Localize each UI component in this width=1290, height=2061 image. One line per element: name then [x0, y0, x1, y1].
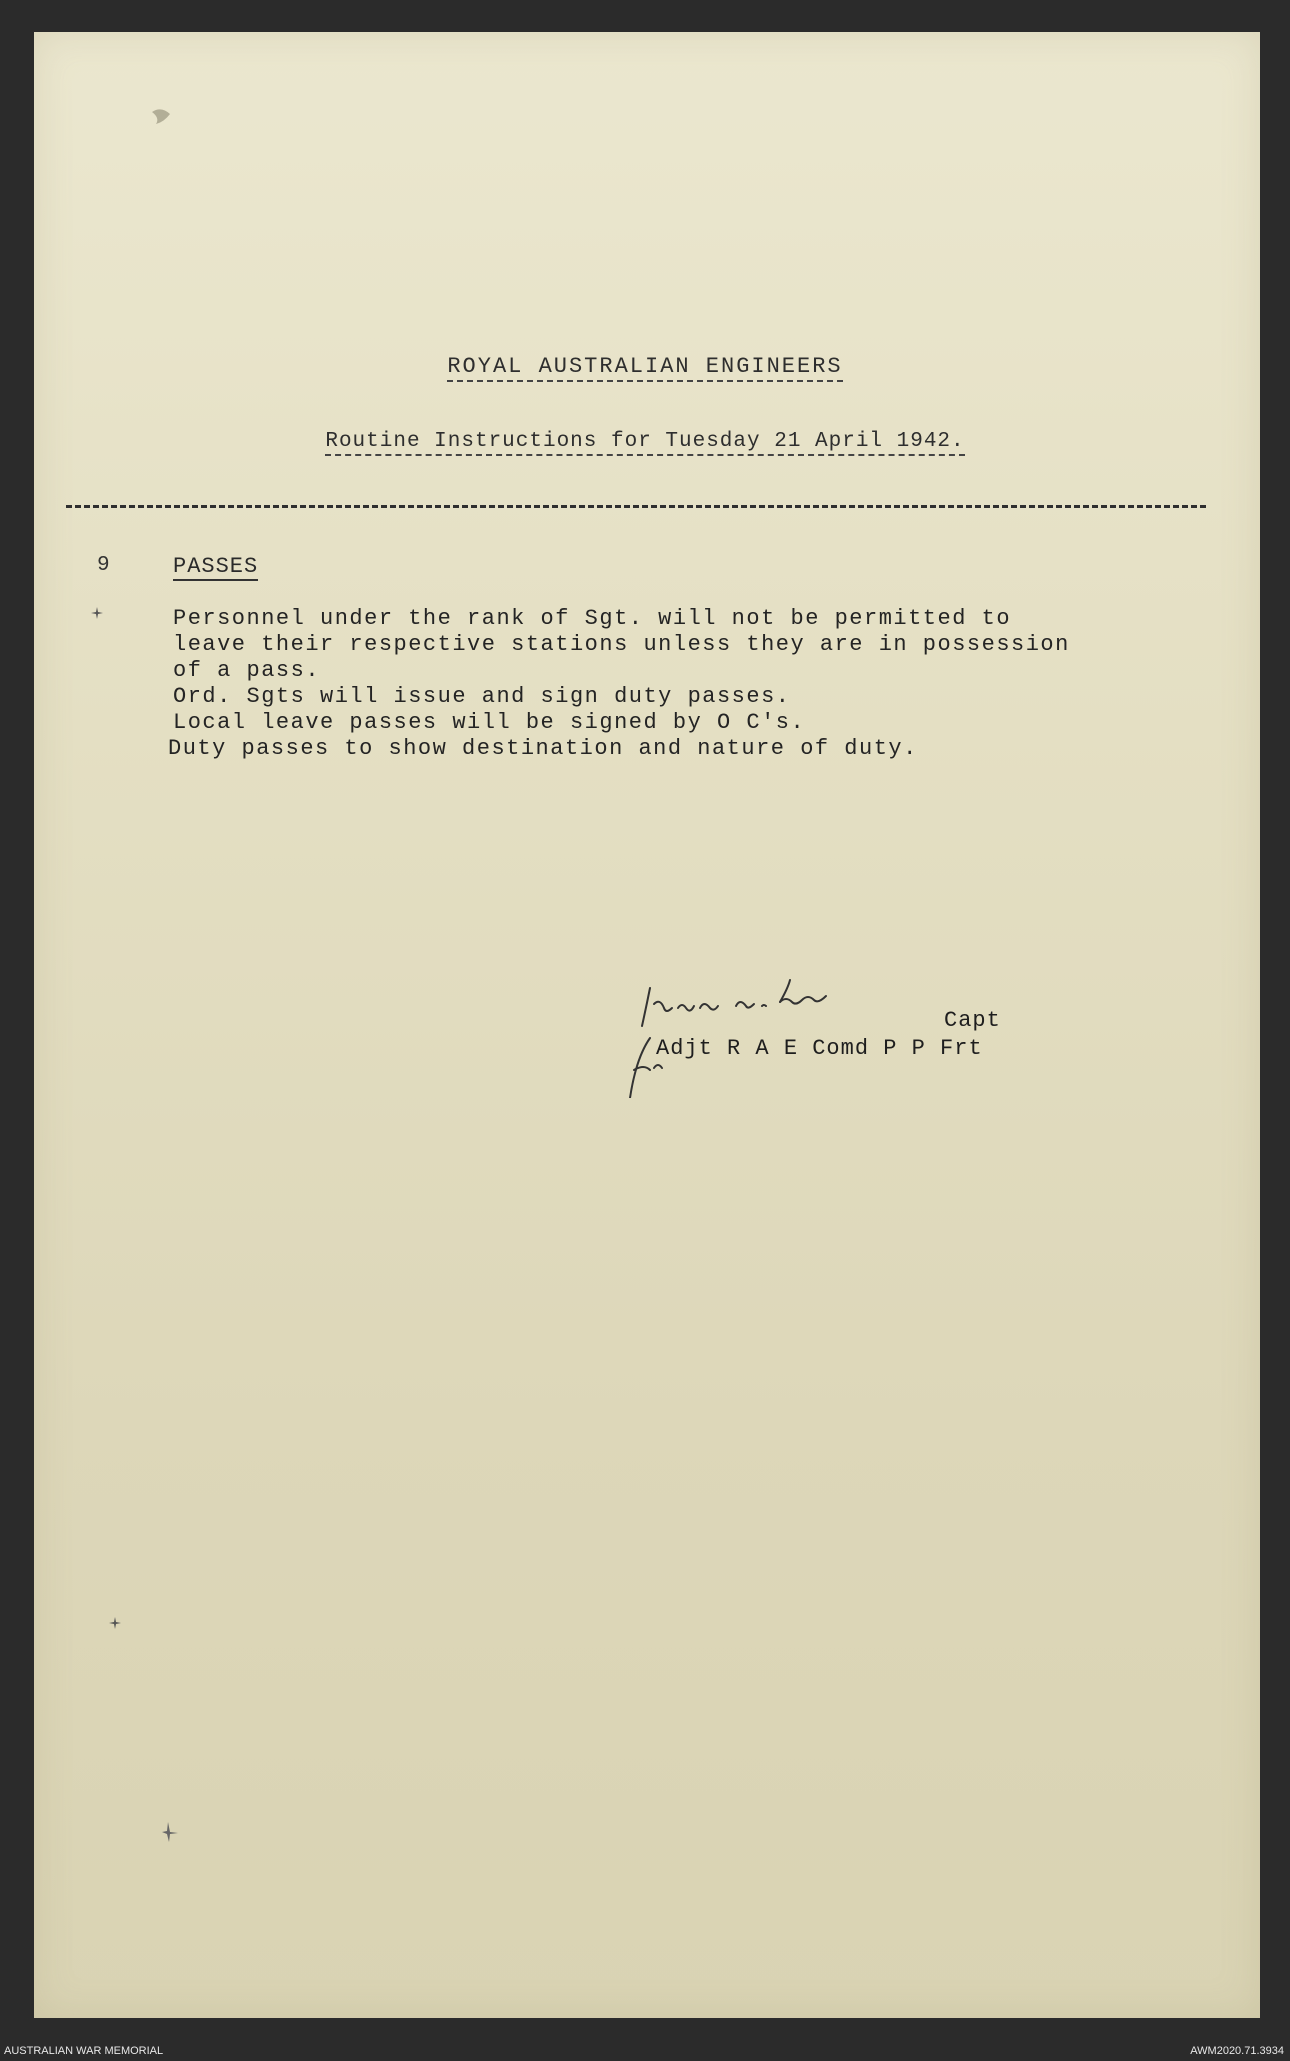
body-line: Personnel under the rank of Sgt. will not be permitted to — [173, 606, 1012, 631]
body-line: leave their respective stations unless they are in possession — [173, 632, 1070, 657]
document-subheading — [0, 430, 1290, 453]
body-line: Local leave passes will be signed by O C's. — [173, 710, 806, 735]
footer-institution: AUSTRALIAN WAR MEMORIAL — [4, 2045, 164, 2057]
body-line: Duty passes to show destination and nature of duty. — [168, 736, 918, 761]
punch-hole-mark — [108, 1616, 122, 1630]
punch-hole-mark — [146, 102, 176, 132]
item-number: 9 — [97, 554, 110, 577]
punch-hole-mark — [90, 606, 104, 620]
document-heading — [0, 354, 1290, 379]
body-line: Ord. Sgts will issue and sign duty passes. — [173, 684, 791, 709]
body-line: of a pass. — [173, 658, 321, 683]
footer-accession-number: AWM2020.71.3934 — [1190, 2045, 1284, 2057]
signatory-rank: Capt — [944, 1008, 1001, 1033]
dashed-divider — [66, 505, 1206, 508]
item-title: PASSES — [173, 554, 259, 579]
signatory-appointment: Adjt R A E Comd P P Frt — [656, 1036, 983, 1061]
subheading-text: Routine Instructions for Tuesday 21 April 1942. — [325, 430, 964, 456]
heading-text: ROYAL AUSTRALIAN ENGINEERS — [447, 354, 842, 382]
punch-hole-mark — [160, 1820, 180, 1844]
